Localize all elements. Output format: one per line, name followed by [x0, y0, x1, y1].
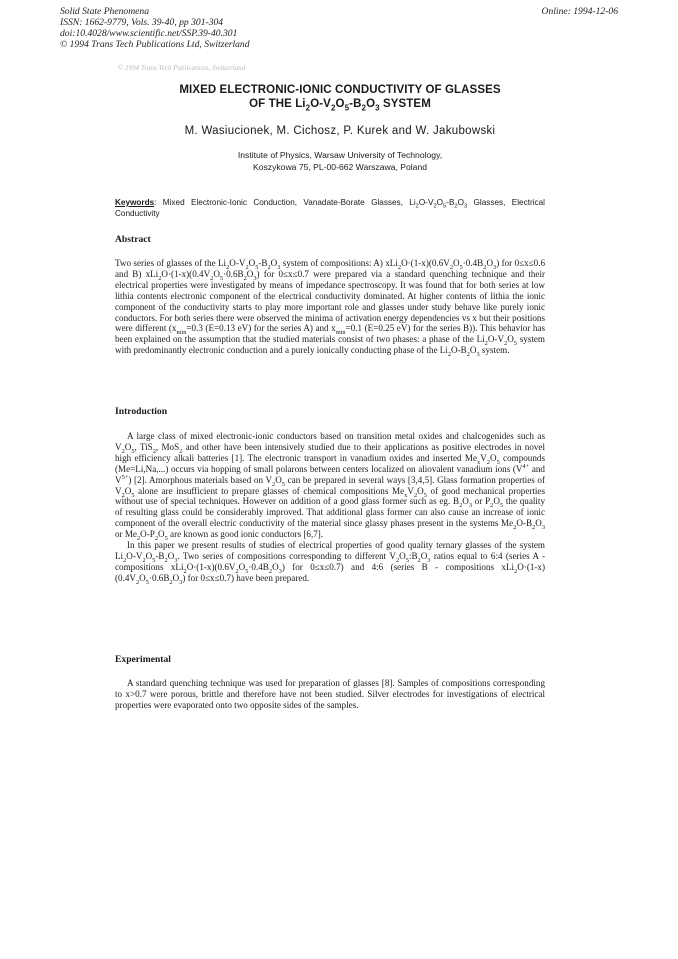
experimental-text: A standard quenching technique was used for preparation of glasses [8]. Samples of compositions corresponding to x>0.7 were porous, brittle and therefore have not been studied. Silver electrodes for investigations of electrical properties were evaporated onto two opposite sides of the samples. — [115, 678, 545, 710]
affiliation-line-2: Koszykowa 75, PL-00-662 Warszawa, Poland — [252, 162, 428, 172]
keywords-label: Keywords — [115, 198, 155, 207]
authors: M. Wasiucionek, M. Cichosz, P. Kurek and W. Jakubowski — [184, 125, 496, 137]
experimental-body — [115, 678, 545, 711]
title-line-2: OF THE $Li_2O-V_2O_5-B_2O_3$ SYSTEM — [249, 97, 431, 112]
journal-header — [60, 6, 250, 50]
introduction-heading: Introduction — [115, 406, 168, 417]
abstract-text: Two series of glasses of the $Li_2O-V_2O_5-B_2O_3$ system of compositions: A) $xLi_2O\cdot(1-x)(0.6V_2O_5\cdot 0.4B_2O_3)$ for 0≤x≤0.6 and B) $xLi_2O\cdot(1-x)(0.4V_2O_5\cdot 0.6B_2O_3)$ for 0≤x≤0.7 were prepared via a standard quenching technique and their electrical properties were investigated by means of impedance spectroscopy. It was found that for both series at low lithia contents electronic component of the electrical conductivity dominated. At higher contents of lithia the ionic component of the conductivity starts to play more important role and glasses under study behave like purely ionic conductors. For both series there were observed the minima of activation energy dependencies vs x but their positions were different ($x_{min}=0.3$ (E=0.13 eV) for the series A) and $x_{min}=0.1$ (E=0.25 eV) for the series B)). This behavior has been explained on the assumption that the studied materials consist of two phases: a phase of the $Li_2O-V_2O_5$ system with predominantly electronic conduction and a purely ionically conducting phase of the $Li_2O-B_2O_3$ system. — [115, 258, 546, 359]
introduction-body — [115, 431, 545, 584]
doi-line: doi:10.4028/www.scientific.net/SSP.39-40.301 — [60, 28, 238, 39]
keywords-text: Mixed Electronic-Ionic Conduction, Vanadate-Borate Glasses, $Li_2O-V_2O_5-B_2O_3$ Glasses, Electrical Conductivity — [115, 198, 545, 218]
title-line-1: MIXED ELECTRONIC-IONIC CONDUCTIVITY OF GLASSES — [179, 84, 501, 96]
affiliation — [60, 149, 620, 173]
faint-copyright: © 1994 Trans Tech Publications, Switzerland — [118, 64, 246, 72]
introduction-paragraph-1: A large class of mixed electronic-ionic conductors based on transition metal oxides and chalcogenides such as $V_2O_5$, TiS$_2$, MoS$_2$ and other have been intensively studied due to their applications as positive electrodes in novel high efficiency alkali batteries [1]. The electronic transport in vanadium oxides and inserted $Me_xV_2O_5$ compounds (Me=Li,Na,...) occurs via hopping of small polarons between centers localized on aliovalent vanadium ions ($V^{4+}$ and $V^{5+}$) [2]. Amorphous materials based on $V_2O_5$ can be prepared in several ways [3,4,5]. Glass formation properties of $V_2O_5$ alone are insufficient to prepare glasses of chemical compositions $Me_xV_2O_5$ of good mechanical properties without use of special techniques. However on addition of a good glass former such as eg. $B_2O_3$ or $P_2O_5$ the quality of resulting glass could be considerably improved. That additional glass former can also cause an increase of ionic component of the overall electric conductivity of the material since glassy phases present in the systems $Me_2O-B_2O_3$ or $Me_2O-P_2O_5$ are known as good ionic conductors [6,7]. — [115, 431, 546, 542]
online-date: Online: 1994-12-06 — [541, 6, 618, 17]
keywords: Keywords: Mixed Electronic-Ionic Conduction, Vanadate-Borate Glasses, $Li_2O-V_2O_5-B_2O_3$ Glasses, Electrical Conductivity — [115, 198, 545, 218]
title-system: $Li_2O-V_2O_5-B_2O_3$ — [295, 97, 380, 112]
paper-title — [60, 84, 620, 111]
affiliation-line-1: Institute of Physics, Warsaw University of Technology, — [237, 150, 443, 160]
abstract-heading: Abstract — [115, 234, 151, 245]
introduction-paragraph-2: In this paper we present results of studies of electrical properties of good quality ternary glasses of the system $Li_2O-V_2O_5-B_2O_3$. Two series of compositions corresponding to different $V_2O_5:B_2O_3$ ratios equal to 6:4 (series A - compositions $xLi_2O\cdot(1-x)(0.6V_2O_5\cdot 0.4B_2O_3)$ for 0≤x≤0.7) and 4:6 (series B - compositions $xLi_2O\cdot(1-x)(0.4V_2O_5\cdot 0.6B_2O_3)$ for 0≤x≤0.7) have been prepared. — [115, 540, 545, 586]
copyright-line: © 1994 Trans Tech Publications Ltd, Switzerland — [60, 39, 250, 50]
journal-name: Solid State Phenomena — [60, 6, 149, 17]
issn-line: ISSN: 1662-9779, Vols. 39-40, pp 301-304 — [60, 17, 224, 28]
experimental-heading: Experimental — [115, 654, 171, 665]
abstract-body — [115, 258, 546, 359]
